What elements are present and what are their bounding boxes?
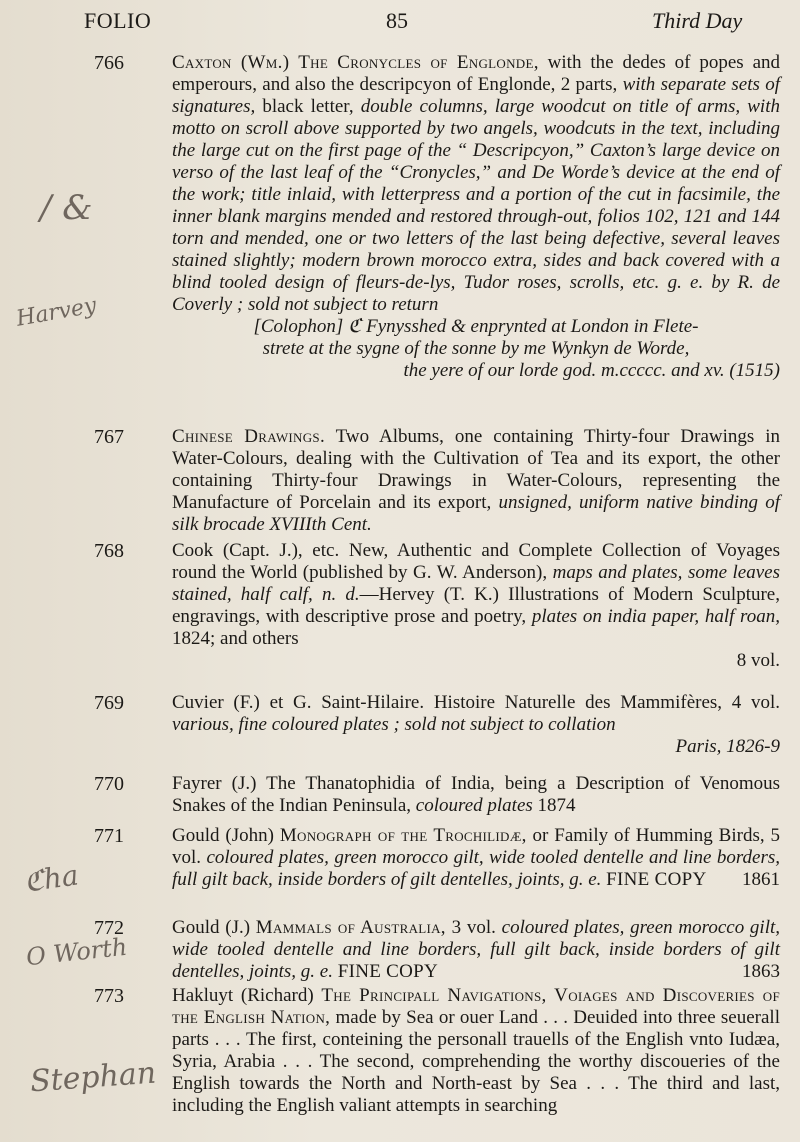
- lot-text-italic: maps and plates, some leaves stained, half calf, n. d.: [172, 562, 780, 605]
- lot-text: Two Albums, one containing Thirty-four Drawings in Water-Colours, dealing with the Cultivation of Tea and its export, the other containing Thirty-four Drawings in Water-Colours, representing the Manufacture of Porcelain and its export,: [172, 426, 780, 513]
- lot-text: 3 vol.: [451, 917, 496, 938]
- lot-author: Chinese Drawings.: [172, 426, 326, 447]
- lot-description: [172, 773, 780, 817]
- lot-description: [172, 426, 780, 536]
- lot-text: black letter,: [262, 96, 354, 117]
- handwritten-margin-note: Stephan: [28, 1055, 158, 1100]
- lot-author: Gould (John): [172, 825, 274, 846]
- handwritten-margin-note: Harvey: [14, 293, 99, 332]
- lot-text: New, Authentic and Complete Collection of Voyages round the World (published by G. W. Anderson),: [172, 540, 780, 583]
- lot-description: [172, 52, 780, 382]
- lot-title: Monograph of the Trochilidæ,: [279, 825, 527, 846]
- handwritten-margin-note: ℭha: [21, 858, 81, 899]
- lot-author: Fayrer (J.): [172, 773, 257, 794]
- lot-number: 770: [94, 773, 124, 795]
- lot-text-italic: unsigned, uniform native binding of silk brocade XVIIIth Cent.: [172, 492, 781, 535]
- lot-description: [172, 540, 780, 672]
- lot-text: The Thanatophidia of India, being a Description of Venomous Snakes of the Indian Peninsula,: [172, 773, 780, 816]
- header-day: Third Day: [652, 8, 743, 33]
- lot-text: 1824; and others: [172, 628, 299, 649]
- lot-text: —Hervey (T. K.) Illustrations of Modern Sculpture, engravings, with descriptive prose and poetry,: [172, 584, 780, 627]
- lot-text: made by Sea or ouer Land . . . Deuided into three seuerall parts . . . The first, conteining the personall trauells of the English vnto Iudæa, Syria, Arabia . . . The second, comprehending the worthy discoueries of the English towards the North and North-east by Sea . . . The third and last, including the English valiant attempts in searching: [172, 1007, 780, 1116]
- lot-text: with the dedes of popes and emperours, and also the descripcyon of Englonde, 2 parts,: [172, 52, 781, 95]
- colophon-line: the yere of our lorde god. m.ccccc. and xv. (1515): [403, 360, 780, 381]
- lot-number: 767: [94, 426, 124, 448]
- colophon-line: strete at the sygne of the sonne by me Wynkyn de Worde,: [262, 338, 690, 359]
- lot-author: Caxton (Wm.): [172, 52, 290, 73]
- header-folio: FOLIO: [84, 8, 152, 33]
- lot-description: [172, 825, 780, 891]
- lot-description: [172, 692, 780, 758]
- handwritten-margin-note: / &: [40, 188, 93, 228]
- colophon-line: [Colophon] ℭ Fynysshed & enprynted at London in Flete-: [253, 316, 699, 337]
- lot-text: Histoire Naturelle des Mammifères, 4 vol.: [433, 692, 780, 713]
- lot-year: 1863: [742, 961, 780, 982]
- lot-number: 772: [94, 917, 124, 939]
- handwritten-margin-note: O Worth: [24, 932, 129, 972]
- lot-text-italic: coloured plates: [415, 795, 533, 816]
- lot-place-date: Paris, 1826-9: [675, 736, 780, 757]
- lot-text-italic: with separate sets of signatures,: [172, 74, 780, 117]
- lot-text-italic: double columns, large woodcut on title of arms, with motto on scroll above supported by two angels, woodcuts in the text, including the large cut on the first page of the “ Descripcyon,” Caxton’s large device on verso of the last leaf of the “Cronycles,” and De Worde’s device at the end of the work; title inlaid, with letterpress and a portion of the cut in facsimile, the inner blank margins mended and restored through-out, folios 102, 121 and 144 torn and mended, one or two letters of the last being defective, several leaves stained slightly; modern brown morocco extra, sides and back covered with a blind tooled design of fleurs-de-lys, Tudor roses, scrolls, etc. g. e. by R. de Coverly ; sold not subject to return: [172, 96, 780, 315]
- lot-text: or Family of Humming Birds, 5 vol.: [172, 825, 780, 868]
- lot-title: Mammals of Australia,: [255, 917, 446, 938]
- lot-description: [172, 917, 780, 983]
- lot-text-italic: coloured plates, green morocco gilt, wide tooled dentelle and line borders, full gilt back, inside borders of gilt dentelles, joints, g. e.: [172, 847, 780, 890]
- lot-title: The Cronycles of Englonde,: [298, 52, 539, 73]
- lot-author: Gould (J.): [172, 917, 251, 938]
- fine-copy-label: FINE COPY: [337, 961, 439, 982]
- page-header: [0, 8, 800, 36]
- lot-number: 773: [94, 985, 124, 1007]
- lot-number: 769: [94, 692, 124, 714]
- lot-text-italic: coloured plates, green morocco gilt, wide tooled dentelle and line borders, full gilt back, inside borders of gilt dentelles, joints, g. e.: [172, 917, 781, 982]
- lot-text-italic: various, fine coloured plates ; sold not subject to collation: [172, 714, 616, 735]
- lot-number: 771: [94, 825, 124, 847]
- lot-number: 768: [94, 540, 124, 562]
- lot-year: 1861: [742, 869, 780, 890]
- lot-year: 1874: [537, 795, 576, 816]
- lot-number: 766: [94, 52, 124, 74]
- fine-copy-label: FINE COPY: [606, 869, 707, 890]
- lot-author: Hakluyt (Richard): [172, 985, 314, 1006]
- lot-text-italic: plates on india paper, half roan,: [531, 606, 780, 627]
- lot-title: The Principall Navigations, Voiages and Discoveries of the English Nation,: [172, 985, 781, 1028]
- lot-description: [172, 985, 780, 1117]
- lot-volume: 8 vol.: [736, 650, 780, 671]
- lot-author: Cuvier (F.) et G. Saint-Hilaire.: [172, 692, 425, 713]
- lot-author: Cook (Capt. J.), etc.: [172, 540, 340, 561]
- page-number: 85: [386, 8, 408, 33]
